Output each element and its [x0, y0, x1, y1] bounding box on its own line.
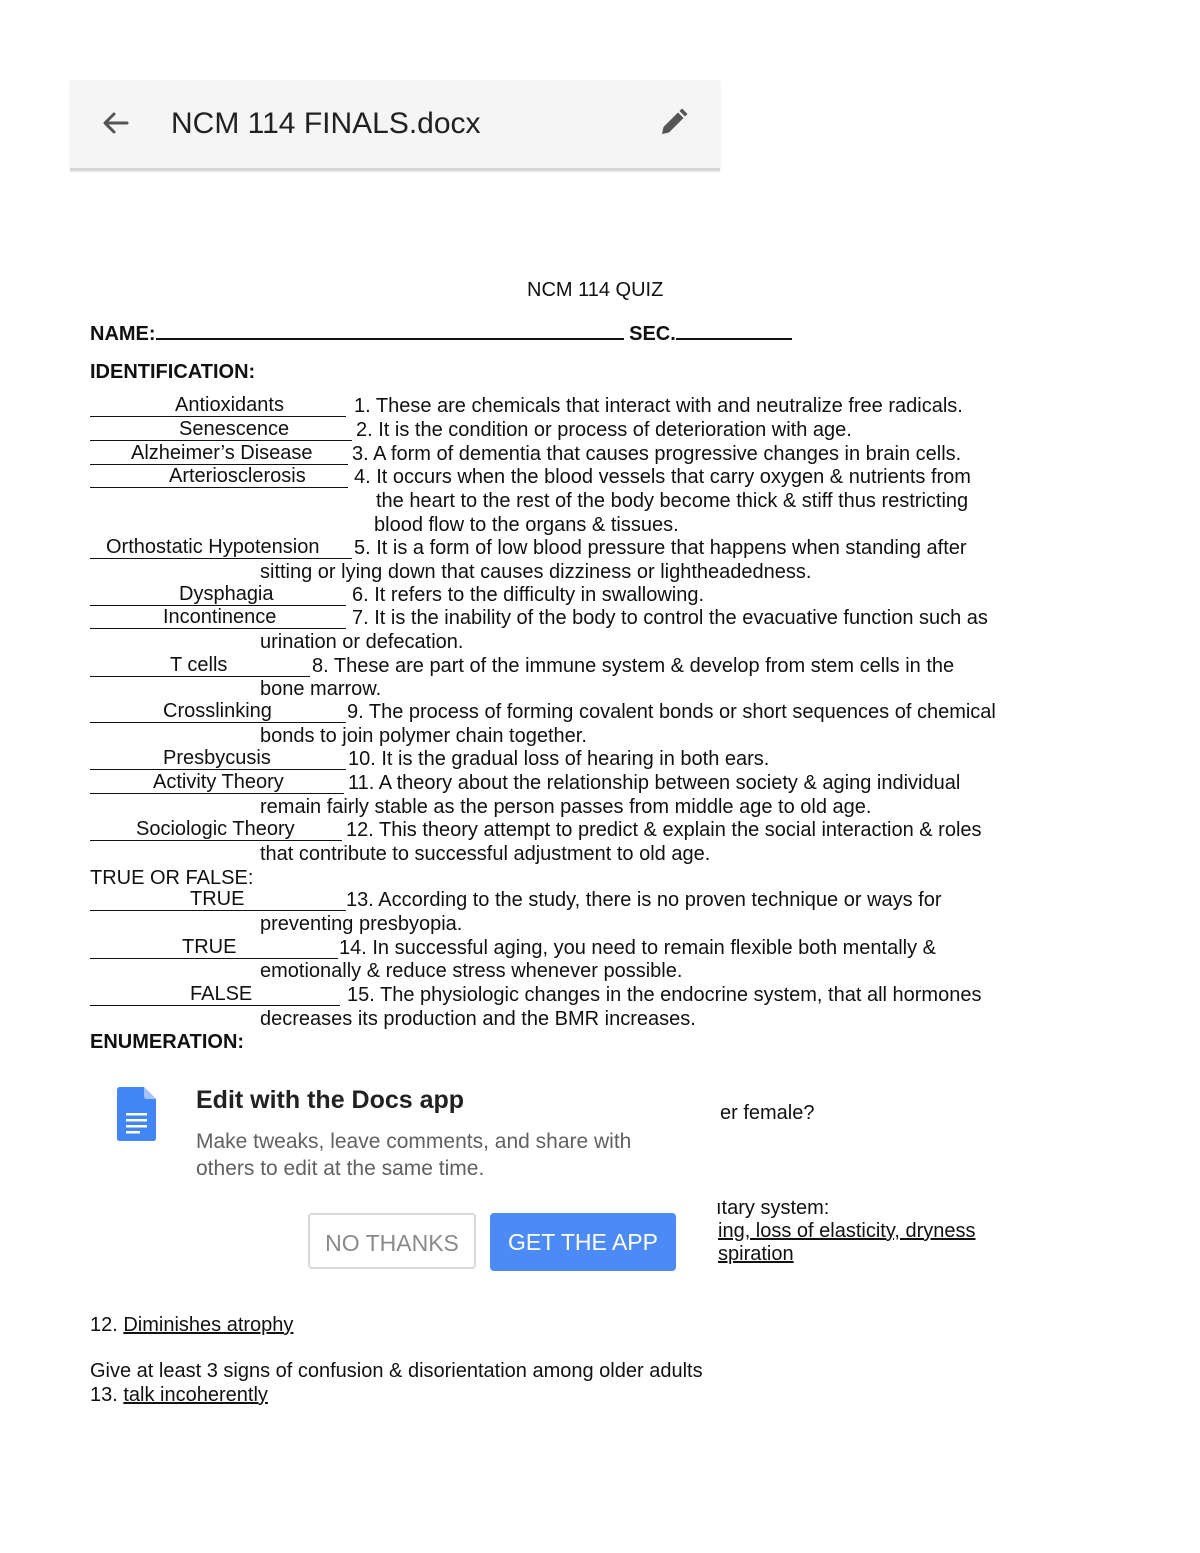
answer-text: T cells: [170, 654, 228, 676]
question-text: 2. It is the condition or process of deterioration with age.: [356, 419, 852, 441]
docs-app-promo-card: [90, 1062, 700, 1298]
identification-heading: IDENTIFICATION:: [90, 361, 256, 383]
answer-blank: [90, 654, 310, 677]
item-answer: Diminishes atrophy: [123, 1314, 294, 1336]
answer-text: FALSE: [190, 983, 253, 1005]
question-text: 3. A form of dementia that causes progressive changes in brain cells.: [352, 443, 962, 465]
answer-text: Activity Theory: [153, 771, 284, 793]
sec-blank: [676, 319, 792, 340]
promo-title: Edit with the Docs app: [196, 1086, 465, 1114]
question-text: decreases its production and the BMR increases.: [260, 1008, 696, 1030]
name-line: [90, 319, 792, 346]
item-number: 13.: [90, 1384, 124, 1406]
name-label: NAME:: [90, 323, 156, 345]
answer-text: Dysphagia: [179, 583, 274, 605]
answer-text: Crosslinking: [163, 700, 272, 722]
answer-blank: [90, 818, 342, 841]
question-text: 11. A theory about the relationship between society & aging individual: [348, 772, 961, 794]
partial-text: ıtary system:: [716, 1197, 830, 1219]
question-text: sitting or lying down that causes dizziness or lightheadedness.: [260, 561, 812, 583]
answer-blank: [90, 888, 346, 911]
answer-blank: [90, 700, 346, 723]
enumeration-item-13: [90, 1383, 268, 1407]
file-title: NCM 114 FINALS.docx: [171, 107, 481, 140]
answer-blank: [90, 442, 348, 465]
question-text: 15. The physiologic changes in the endocrine system, that all hormones: [347, 984, 982, 1006]
answer-text: TRUE: [182, 936, 237, 958]
answer-text: Alzheimer’s Disease: [131, 442, 313, 464]
enumeration-item-12: [90, 1313, 293, 1337]
question-text: emotionally & reduce stress whenever possible.: [260, 960, 683, 982]
question-text: 10. It is the gradual loss of hearing in both ears.: [348, 748, 770, 770]
answer-blank: [90, 606, 346, 629]
partial-text: ing, loss of elasticity, dryness: [718, 1220, 976, 1242]
question-text: preventing presbyopia.: [260, 913, 463, 935]
answer-blank: [90, 583, 346, 606]
item-answer: talk incoherently: [123, 1384, 268, 1406]
question-text: 1. These are chemicals that interact with and neutralize free radicals.: [354, 395, 963, 417]
answer-blank: [90, 936, 338, 959]
answer-text: Incontinence: [163, 606, 277, 628]
question-text: 8. These are part of the immune system & develop from stem cells in the: [312, 655, 955, 677]
enumeration-heading: ENUMERATION:: [90, 1031, 245, 1053]
question-text: 6. It refers to the difficulty in swallowing.: [352, 584, 705, 606]
question-text: 4. It occurs when the blood vessels that carry oxygen & nutrients from: [354, 466, 971, 488]
question-text: 14. In successful aging, you need to remain flexible both mentally &: [339, 937, 937, 959]
question-text: 5. It is a form of low blood pressure that happens when standing after: [354, 537, 967, 559]
question-text: urination or defecation.: [260, 631, 464, 653]
question-text: blood flow to the organs & tissues.: [374, 514, 679, 536]
confusion-prompt: Give at least 3 signs of confusion & disorientation among older adults: [90, 1360, 703, 1382]
question-text: that contribute to successful adjustment to old age.: [260, 843, 711, 865]
answer-text: Sociologic Theory: [136, 818, 295, 840]
question-text: 7. It is the inability of the body to control the evacuative function such as: [352, 607, 988, 629]
answer-blank: [90, 983, 340, 1006]
answer-blank: [90, 394, 346, 417]
sec-label: SEC.: [629, 323, 676, 345]
answer-text: Antioxidants: [175, 394, 284, 416]
answer-blank: [90, 771, 344, 794]
no-thanks-button[interactable]: NO THANKS: [308, 1213, 476, 1269]
promo-body: Make tweaks, leave comments, and share with others to edit at the same time.: [196, 1130, 632, 1180]
question-text: remain fairly stable as the person passes from middle age to old age.: [260, 796, 872, 818]
question-text: 9. The process of forming covalent bonds or short sequences of chemical: [347, 701, 996, 723]
question-text: bonds to join polymer chain together.: [260, 725, 587, 747]
item-number: 12.: [90, 1314, 124, 1336]
answer-blank: [90, 418, 352, 441]
answer-blank: [90, 747, 346, 770]
question-text: 12. This theory attempt to predict & explain the social interaction & roles: [346, 819, 982, 841]
answer-text: TRUE: [190, 888, 245, 910]
answer-text: Orthostatic Hypotension: [106, 536, 320, 558]
question-text: the heart to the rest of the body become thick & stiff thus restricting: [376, 490, 969, 512]
answer-blank: [90, 465, 348, 488]
answer-text: Presbycusis: [163, 747, 271, 769]
true-false-heading: TRUE OR FALSE:: [90, 867, 254, 889]
answer-blank: [90, 536, 352, 559]
answer-text: Arteriosclerosis: [169, 465, 306, 487]
quiz-title: NCM 114 QUIZ: [527, 279, 664, 301]
get-the-app-button[interactable]: GET THE APP: [490, 1213, 676, 1271]
question-text: 13. According to the study, there is no proven technique or ways for: [346, 889, 942, 911]
question-text: bone marrow.: [260, 678, 382, 700]
google-docs-icon: [117, 1087, 156, 1141]
name-blank: [156, 319, 624, 340]
partial-text: er female?: [720, 1102, 815, 1124]
partial-text: spiration: [718, 1243, 794, 1265]
answer-text: Senescence: [179, 418, 290, 440]
